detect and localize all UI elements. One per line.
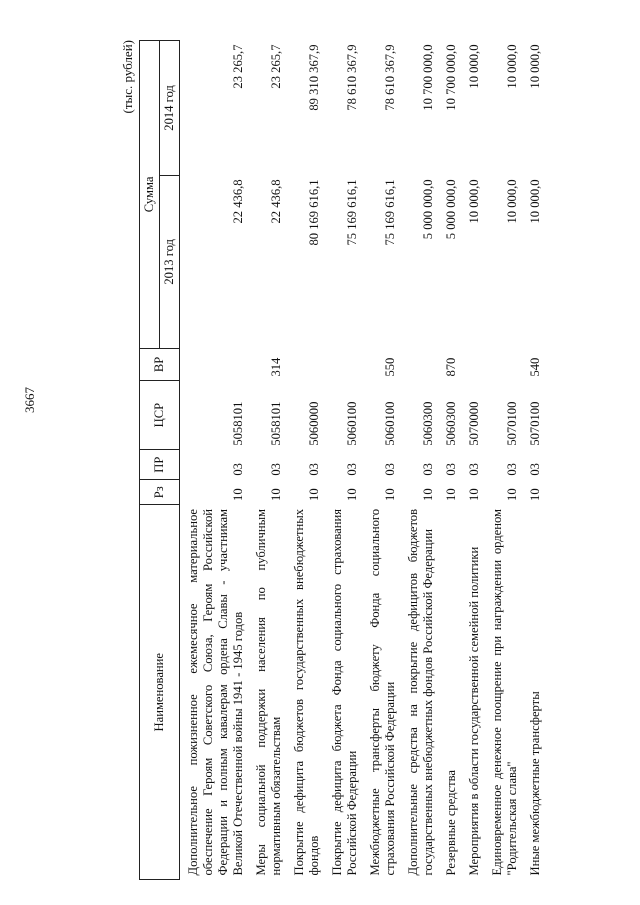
table-row <box>286 41 324 880</box>
row-sum-2013: 22 436,8 <box>269 179 283 224</box>
row-csr: 5060300 <box>444 401 458 446</box>
row-name: Меры социальной поддержки населения по публичным нормативным обязательствам <box>254 508 283 876</box>
row-vr <box>180 348 249 380</box>
row-pr: 03 <box>444 463 458 476</box>
row-sum-2014: 10 700 000,0 <box>444 44 458 111</box>
row-pr: 03 <box>269 463 283 476</box>
budget-table <box>139 40 545 880</box>
header-year-2014: 2014 год <box>160 41 180 176</box>
row-sum-2013: 75 169 616,1 <box>345 179 359 246</box>
row-vr: 314 <box>269 357 283 377</box>
row-name: Резервные средства <box>444 769 458 876</box>
row-sum-2014: 10 000,0 <box>505 44 519 89</box>
table-row <box>248 41 286 880</box>
row-name: Дополнительные средства на покрытие дефицитов бюджетов государственных внебюджетных фондов Российской Федерации <box>406 508 435 876</box>
row-name: Мероприятия в области государственной семейной политики <box>467 546 481 876</box>
row-pr: 03 <box>528 463 542 476</box>
row-sum-2013: 5 000 000,0 <box>421 179 435 240</box>
row-rz: 10 <box>528 488 542 501</box>
row-name: Единовременное денежное поощрение при награждении орденом "Родительская слава" <box>490 508 519 876</box>
table-row <box>438 41 461 880</box>
row-rz: 10 <box>383 488 397 501</box>
header-year-2013: 2013 год <box>160 175 180 348</box>
row-rz: 10 <box>307 488 321 501</box>
row-sum-2013: 10 000,0 <box>467 179 481 224</box>
row-csr: 5058101 <box>269 401 283 446</box>
row-csr: 5058101 <box>231 401 245 446</box>
row-rz: 10 <box>231 488 245 501</box>
row-rz: 10 <box>269 488 283 501</box>
table-row <box>324 41 362 880</box>
row-pr: 03 <box>383 463 397 476</box>
table-body <box>180 41 546 880</box>
rotated-page <box>120 40 580 880</box>
table-row <box>362 41 400 880</box>
header-rz: Рз <box>140 480 180 505</box>
row-sum-2014: 10 700 000,0 <box>421 44 435 111</box>
row-sum-2013: 10 000,0 <box>528 179 542 224</box>
row-rz: 10 <box>444 488 458 501</box>
table-row <box>484 41 522 880</box>
row-vr <box>484 348 522 380</box>
row-sum-2014: 78 610 367,9 <box>345 44 359 111</box>
row-csr: 5060100 <box>383 401 397 446</box>
row-pr: 03 <box>421 463 435 476</box>
row-name: Покрытие дефицита бюджетов государственных внебюджетных фондов <box>292 508 321 876</box>
row-csr: 5060000 <box>307 401 321 446</box>
row-name: Дополнительное пожизненное ежемесячное материальное обеспечение Героям Советского Союза, Героям Российской Федерации и полным кавалерам ордена Славы - участникам Великой Отечественной войны 1941 - 1945 годов <box>186 508 245 876</box>
row-sum-2014: 23 265,7 <box>269 44 283 89</box>
row-csr: 5060100 <box>345 401 359 446</box>
row-pr: 03 <box>307 463 321 476</box>
row-pr: 03 <box>345 463 359 476</box>
row-pr: 03 <box>231 463 245 476</box>
row-name: Иные межбюджетные трансферты <box>528 691 542 876</box>
row-pr: 03 <box>505 463 519 476</box>
row-sum-2013: 5 000 000,0 <box>444 179 458 240</box>
row-rz: 10 <box>467 488 481 501</box>
row-csr: 5070000 <box>467 401 481 446</box>
header-csr: ЦСР <box>140 381 180 450</box>
row-sum-2013: 80 169 616,1 <box>307 179 321 246</box>
header-vr: ВР <box>140 348 180 380</box>
row-vr: 550 <box>383 357 397 377</box>
row-vr <box>324 348 362 380</box>
row-sum-2014: 23 265,7 <box>231 44 245 89</box>
row-vr: 870 <box>444 357 458 377</box>
row-sum-2013: 75 169 616,1 <box>383 179 397 246</box>
row-sum-2013: 22 436,8 <box>231 179 245 224</box>
row-pr: 03 <box>467 463 481 476</box>
page-number: 3667 <box>22 387 37 413</box>
unit-label: (тыс. рублей) <box>120 40 135 114</box>
row-rz: 10 <box>345 488 359 501</box>
header-sum: Сумма <box>140 41 160 349</box>
row-name: Межбюджетные трансферты бюджету Фонда социального страхования Российской Федерации <box>368 508 397 876</box>
row-sum-2014: 78 610 367,9 <box>383 44 397 111</box>
table-header <box>140 41 180 880</box>
row-vr <box>286 348 324 380</box>
row-sum-2014: 89 310 367,9 <box>307 44 321 111</box>
row-csr: 5070100 <box>528 401 542 446</box>
row-sum-2013: 10 000,0 <box>505 179 519 224</box>
row-sum-2014: 10 000,0 <box>528 44 542 89</box>
table-row <box>180 41 249 880</box>
row-vr <box>461 348 484 380</box>
row-name: Покрытие дефицита бюджета Фонда социального страхования Российской Федерации <box>330 508 359 876</box>
row-vr: 540 <box>528 357 542 377</box>
header-pr: ПР <box>140 450 180 480</box>
table-row <box>522 41 545 880</box>
header-name: Наименование <box>140 505 180 880</box>
table-row <box>461 41 484 880</box>
row-vr <box>400 348 438 380</box>
row-csr: 5060300 <box>421 401 435 446</box>
row-rz: 10 <box>421 488 435 501</box>
table-row <box>400 41 438 880</box>
row-rz: 10 <box>505 488 519 501</box>
row-csr: 5070100 <box>505 401 519 446</box>
row-sum-2014: 10 000,0 <box>467 44 481 89</box>
